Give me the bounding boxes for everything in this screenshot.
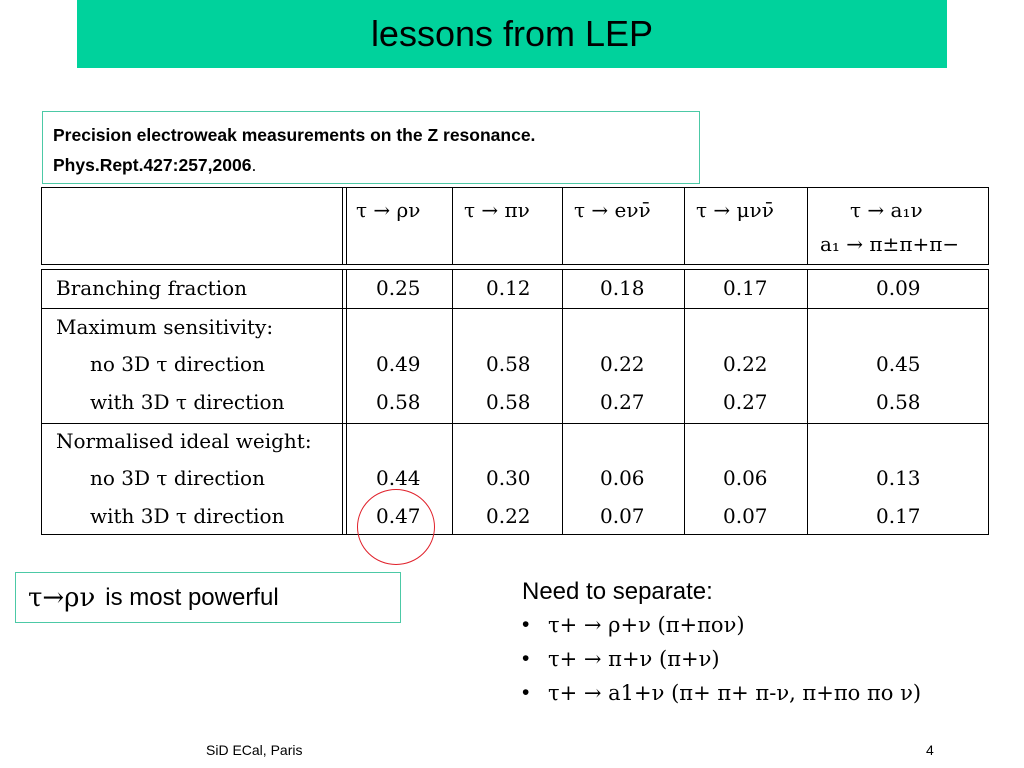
column-header-mu: τ → μνν̄ — [696, 198, 774, 222]
section-heading-max-sensitivity: Maximum sensitivity: — [56, 315, 274, 339]
reference-line1: Precision electroweak measurements on the Z resonance. — [53, 125, 536, 145]
table-cell: 0.58 — [486, 390, 531, 414]
slide-title: lessons from LEP — [370, 13, 654, 54]
table-cell: 0.12 — [486, 276, 531, 300]
table-cell: 0.25 — [376, 276, 421, 300]
table-cell: 0.13 — [876, 466, 921, 490]
separation-list — [522, 578, 921, 710]
table-cell: 0.47 — [376, 504, 421, 528]
table-cell: 0.18 — [600, 276, 645, 300]
table-cell: 0.06 — [600, 466, 645, 490]
row-label-max-with3d: with 3D τ direction — [90, 390, 285, 414]
column-header-rho: τ → ρν — [356, 198, 421, 222]
column-header-a1-decay: a₁ → π±π+π− — [820, 232, 960, 256]
table-cell: 0.58 — [876, 390, 921, 414]
summary-text: is most powerful — [105, 583, 279, 611]
section-heading-normalised-weight: Normalised ideal weight: — [56, 429, 312, 453]
reference-line2 — [53, 150, 689, 180]
list-item: • τ+ → a1+ν (π+ π+ π-ν, π+πo πo ν) — [522, 676, 921, 710]
table-cell: 0.44 — [376, 466, 421, 490]
reference-citation: Phys.Rept.427:257,2006 — [53, 155, 252, 175]
row-label-norm-no3d: no 3D τ direction — [90, 466, 265, 490]
table-cell: 0.07 — [723, 504, 768, 528]
table-cell: 0.09 — [876, 276, 921, 300]
table-cell: 0.17 — [723, 276, 768, 300]
row-label-branching: Branching fraction — [56, 276, 248, 300]
list-item: • τ+ → ρ+ν (π+πoν) — [522, 608, 921, 642]
table-cell: 0.06 — [723, 466, 768, 490]
table-cell: 0.22 — [723, 352, 768, 376]
table-header — [41, 187, 989, 265]
table-cell: 0.30 — [486, 466, 531, 490]
table-cell: 0.49 — [376, 352, 421, 376]
list-item: • τ+ → π+ν (π+ν) — [522, 642, 921, 676]
table-cell: 0.58 — [486, 352, 531, 376]
row-label-norm-with3d: with 3D τ direction — [90, 504, 285, 528]
table-cell: 0.45 — [876, 352, 921, 376]
table-cell: 0.27 — [723, 390, 768, 414]
highlight-circle — [357, 489, 435, 565]
slide-number: 4 — [926, 742, 934, 758]
reference-period: . — [251, 155, 257, 175]
table-cell: 0.22 — [600, 352, 645, 376]
summary-symbol: τ→ρν — [28, 582, 96, 613]
summary-box — [15, 572, 401, 623]
column-header-pi: τ → πν — [464, 198, 530, 222]
footer-left: SiD ECal, Paris — [206, 742, 303, 758]
table-cell: 0.58 — [376, 390, 421, 414]
row-label-max-no3d: no 3D τ direction — [90, 352, 265, 376]
table-cell: 0.17 — [876, 504, 921, 528]
table-body — [41, 269, 989, 535]
table-cell: 0.07 — [600, 504, 645, 528]
separation-heading: Need to separate: — [522, 578, 713, 605]
column-header-e: τ → eνν̄ — [574, 198, 651, 222]
table-cell: 0.27 — [600, 390, 645, 414]
reference-box — [42, 111, 700, 184]
table-cell: 0.22 — [486, 504, 531, 528]
column-header-a1: τ → a₁ν — [850, 198, 923, 222]
title-bar — [77, 0, 947, 68]
